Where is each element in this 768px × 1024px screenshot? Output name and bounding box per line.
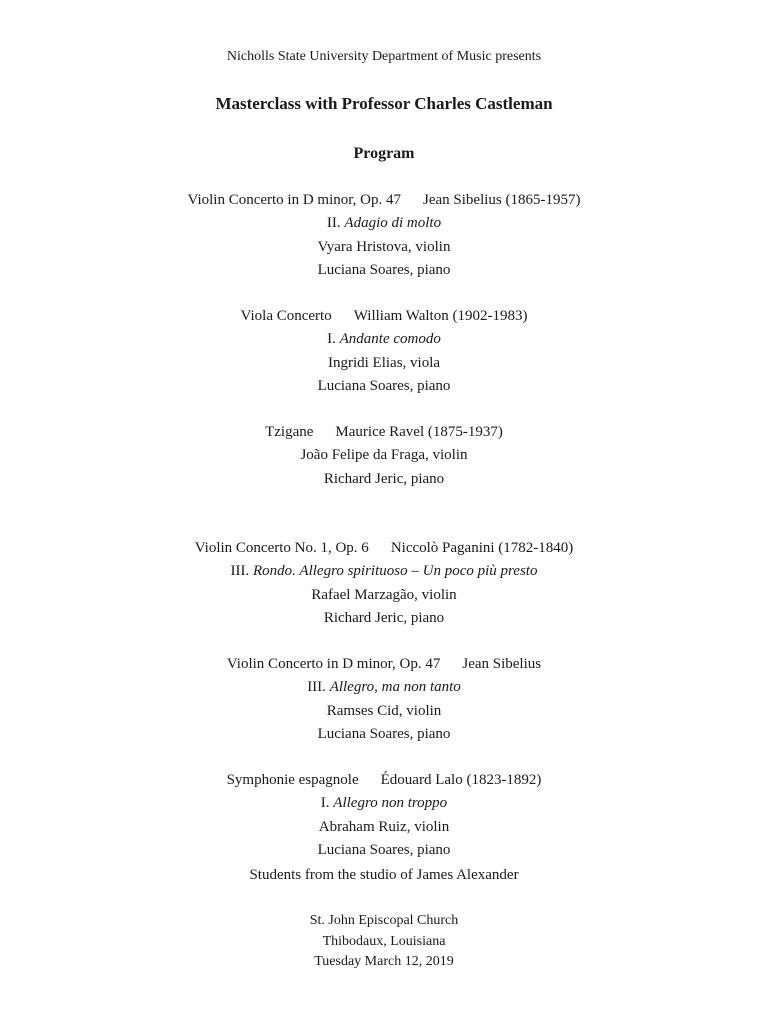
work-line	[0, 653, 768, 676]
program-heading: Program	[353, 145, 415, 162]
pianist: Richard Jeric, piano	[323, 609, 445, 626]
composer: Édouard Lalo (1823-1892)	[380, 772, 542, 788]
pianist: Luciana Soares, piano	[317, 261, 451, 278]
movement-number: III.	[307, 679, 326, 696]
performer: Vyara Hristova, violin	[317, 238, 451, 255]
performer: Rafael Marzagão, violin	[311, 586, 457, 603]
pianist: Luciana Soares, piano	[317, 725, 451, 742]
pianist: Richard Jeric, piano	[323, 470, 445, 487]
work-title: Tzigane	[265, 424, 314, 440]
work-line	[0, 305, 768, 328]
composer: William Walton (1902-1983)	[353, 308, 528, 324]
page-title: Masterclass with Professor Charles Castleman	[215, 94, 553, 113]
program-item	[0, 305, 768, 421]
movement-title: Allegro non troppo	[333, 795, 448, 812]
movement-line	[0, 212, 768, 235]
event-date: Tuesday March 12, 2019	[314, 954, 454, 969]
performer: Ramses Cid, violin	[326, 702, 442, 719]
work-line	[0, 769, 768, 792]
movement-line	[0, 676, 768, 699]
program-item	[0, 189, 768, 305]
studio-note: Students from the studio of James Alexander	[249, 867, 519, 883]
spacer	[0, 491, 768, 514]
performer: Abraham Ruiz, violin	[318, 818, 450, 835]
work-title: Violin Concerto in D minor, Op. 47	[187, 192, 401, 208]
movement-number: III.	[230, 563, 250, 580]
composer: Jean Sibelius	[462, 656, 542, 672]
movement-line	[0, 792, 768, 815]
movement-title: Adagio di molto	[344, 215, 442, 232]
program-item	[0, 653, 768, 769]
work-title: Violin Concerto No. 1, Op. 6	[194, 540, 369, 556]
movement-number: I.	[327, 331, 336, 348]
movement-number: I.	[320, 795, 330, 812]
pianist: Luciana Soares, piano	[317, 841, 451, 858]
work-line	[0, 421, 768, 444]
movement-title: Rondo. Allegro spirituoso – Un poco più presto	[253, 563, 538, 580]
work-line	[0, 189, 768, 212]
work-title: Violin Concerto in D minor, Op. 47	[226, 656, 441, 672]
program-item	[0, 421, 768, 537]
performer: João Felipe da Fraga, violin	[300, 447, 468, 464]
movement-number: II.	[326, 215, 341, 232]
pianist: Luciana Soares, piano	[317, 377, 451, 394]
venue-block	[0, 911, 768, 973]
program-item	[0, 537, 768, 653]
work-line	[0, 537, 768, 560]
composer: Niccolò Paganini (1782-1840)	[390, 540, 574, 556]
venue-name: St. John Episcopal Church	[309, 913, 459, 928]
work-title: Symphonie espagnole	[226, 772, 359, 788]
performer: Ingridi Elias, viola	[327, 354, 441, 371]
program-list	[0, 189, 768, 885]
composer: Maurice Ravel (1875-1937)	[335, 424, 503, 440]
work-title: Viola Concerto	[240, 308, 332, 324]
movement-line	[0, 328, 768, 351]
presenter-line: Nicholls State University Department of Music presents	[226, 49, 542, 64]
composer: Jean Sibelius (1865-1957)	[423, 192, 581, 208]
movement-line	[0, 560, 768, 583]
venue-city: Thibodaux, Louisiana	[322, 933, 446, 949]
movement-title: Allegro, ma non tanto	[329, 679, 461, 696]
movement-title: Andante comodo	[339, 331, 441, 348]
